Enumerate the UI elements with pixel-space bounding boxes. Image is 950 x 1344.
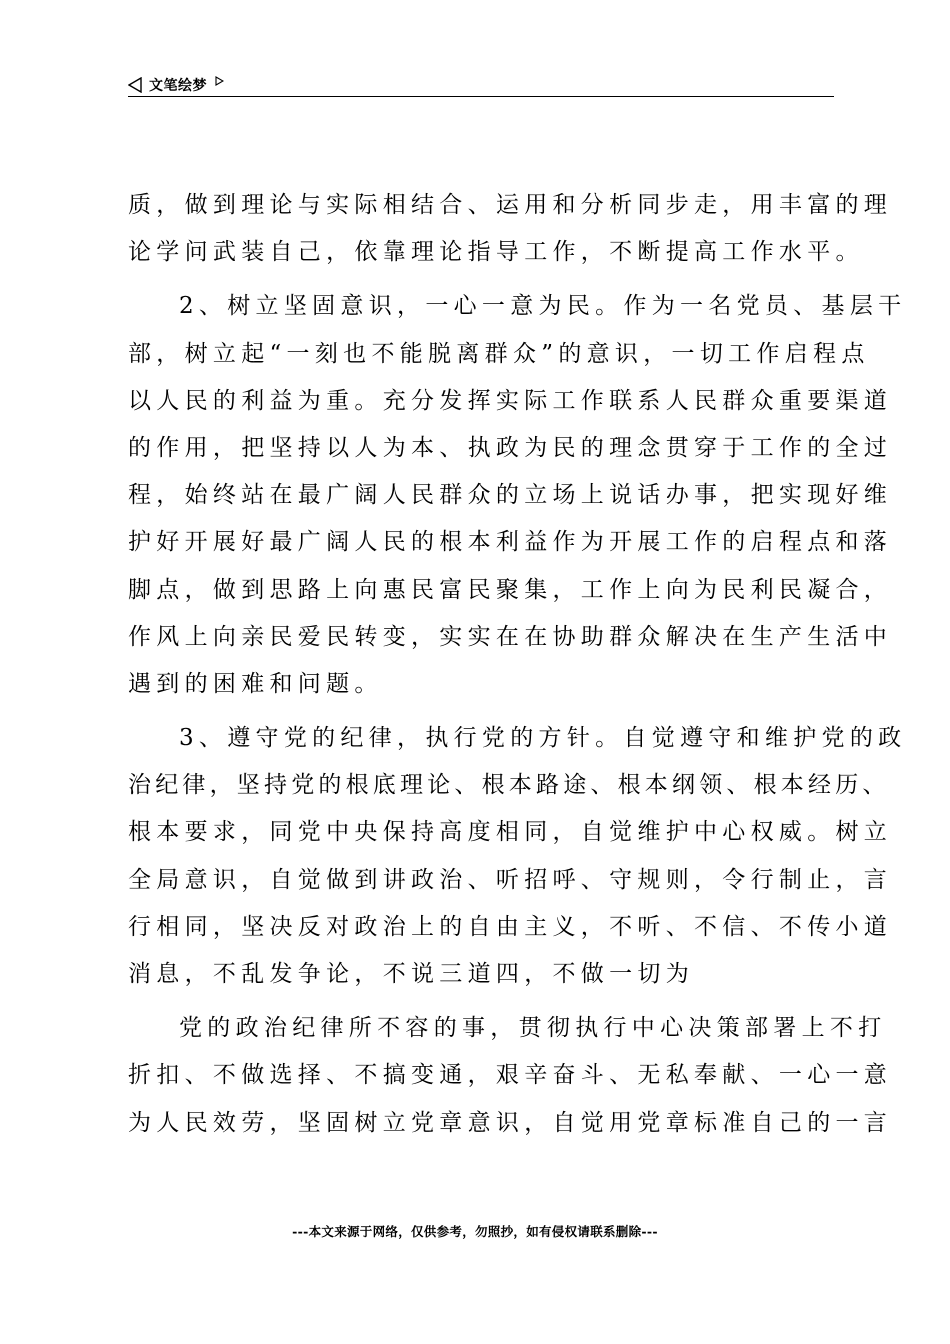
- page-header: [128, 72, 834, 98]
- text-line: 党的政治纪律所不容的事，贯彻执行中心决策部署上不打: [179, 1015, 887, 1042]
- document-body: [128, 182, 907, 1147]
- paragraph: [128, 182, 893, 276]
- text-line: 全局意识，自觉做到讲政治、听招呼、守规则，令行制止，言: [128, 866, 893, 893]
- paragraph: [128, 283, 907, 708]
- text-line: 的作用，把坚持以人为本、执政为民的理念贯穿于工作的全过: [128, 434, 893, 461]
- text-line: 遇到的困难和问题。: [128, 670, 383, 697]
- text-line: 以人民的利益为重。充分发挥实际工作联系人民群众重要渠道: [128, 387, 893, 414]
- text-line: 程，始终站在最广阔人民群众的立场上说话办事，把实现好维: [128, 482, 893, 509]
- brand-text: 文笔绘梦: [149, 78, 207, 94]
- footer-notice: ---本文来源于网络，仅供参考，勿照抄，如有侵权请联系删除---: [292, 1224, 658, 1239]
- text-line: 部，树立起“一刻也不能脱离群众”的意识，一切工作启程点: [128, 340, 870, 367]
- paragraph: [128, 1005, 893, 1147]
- header-rule: [128, 96, 834, 97]
- text-line: 论学问武装自己，依靠理论指导工作，不断提高工作水平。: [128, 239, 864, 266]
- text-line: 脚点，做到思路上向惠民富民聚集，工作上向为民利民凝合，: [128, 576, 893, 603]
- text-line: 作风上向亲民爱民转变，实实在在协助群众解决在生产生活中: [128, 623, 893, 650]
- text-line: 3、遵守党的纪律，执行党的方针。自觉遵守和维护党的政: [179, 725, 907, 752]
- text-line: 护好开展好最广阔人民的根本利益作为开展工作的启程点和落: [128, 529, 893, 556]
- text-line: 根本要求，同党中央保持高度相同，自觉维护中心权威。树立: [128, 819, 893, 846]
- text-line: 治纪律，坚持党的根底理论、根本路途、根本纲领、根本经历、: [128, 772, 890, 799]
- left-triangle-icon: [128, 77, 142, 93]
- header-brand: [128, 74, 224, 96]
- text-line: 消息，不乱发争论，不说三道四，不做一切为: [128, 961, 694, 987]
- text-line: 2、树立坚固意识，一心一意为民。作为一名党员、基层干: [179, 293, 907, 320]
- text-line: 行相同，坚决反对政治上的自由主义，不听、不信、不传小道: [128, 913, 893, 940]
- right-triangle-icon: [215, 76, 224, 86]
- paragraph: [128, 715, 907, 998]
- text-line: 质，做到理论与实际相结合、运用和分析同步走，用丰富的理: [128, 192, 893, 218]
- text-line: 折扣、不做选择、不搞变通，艰辛奋斗、无私奉献、一心一意: [128, 1062, 893, 1089]
- text-line: 为人民效劳，坚固树立党章意识，自觉用党章标准自己的一言: [128, 1109, 893, 1136]
